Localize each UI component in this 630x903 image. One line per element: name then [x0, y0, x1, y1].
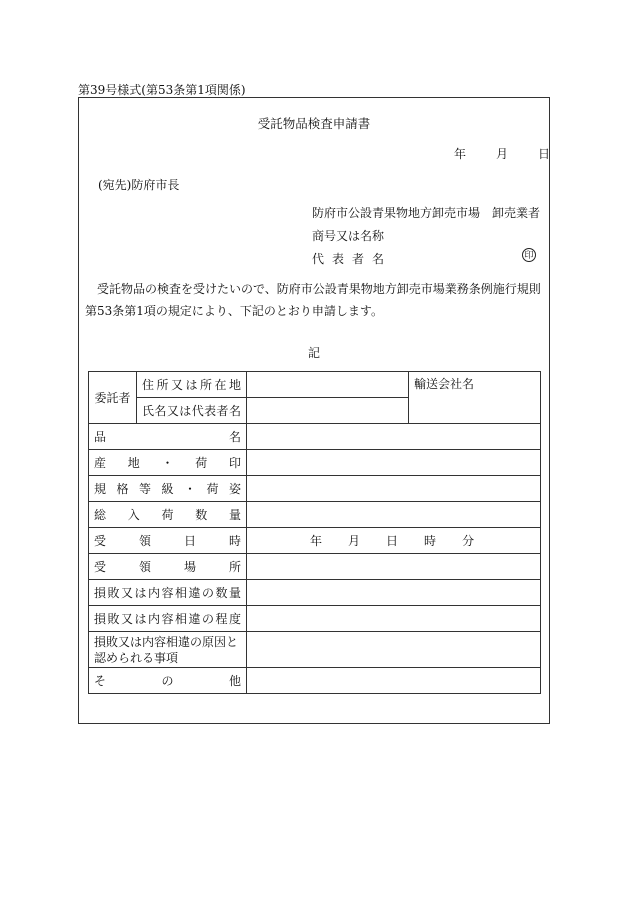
origin-field[interactable]	[247, 450, 541, 476]
table-row	[89, 554, 541, 580]
origin-label: 産地・荷印	[89, 450, 247, 476]
other-label: その他	[89, 668, 247, 694]
address-label: 住所又は所在地	[137, 372, 247, 398]
consignor-name-field[interactable]	[247, 398, 409, 424]
consignor-name-label: 氏名又は代表者名	[137, 398, 247, 424]
detail-table	[88, 371, 541, 694]
received-place-field[interactable]	[247, 554, 541, 580]
time-minute-label: 分	[462, 534, 475, 548]
table-row	[89, 476, 541, 502]
table-row	[89, 606, 541, 632]
table-row	[89, 502, 541, 528]
quantity-label: 総入荷数量	[89, 502, 247, 528]
grade-field[interactable]	[247, 476, 541, 502]
table-row	[89, 632, 541, 668]
item-field[interactable]	[247, 424, 541, 450]
carrier-field[interactable]	[409, 372, 541, 424]
table-row	[89, 668, 541, 694]
quantity-field[interactable]	[247, 502, 541, 528]
damage-cause-field[interactable]	[247, 632, 541, 668]
ki-heading: 記	[307, 346, 320, 360]
time-month-label: 月	[348, 534, 361, 548]
form-frame	[78, 97, 550, 724]
damage-quantity-label: 損敗又は内容相違の数量	[89, 580, 247, 606]
grade-label: 規格等級・荷姿	[89, 476, 247, 502]
carrier-label: 輸送会社名	[414, 377, 475, 391]
received-time-field[interactable]	[247, 528, 541, 554]
received-time-label: 受領日時	[89, 528, 247, 554]
applicant-representative-label: 代表者名	[312, 252, 393, 266]
damage-cause-label: 損敗又は内容相違の原因と認められる事項	[89, 632, 247, 668]
other-field[interactable]	[247, 668, 541, 694]
time-year-label: 年	[310, 534, 323, 548]
received-place-label: 受領場所	[89, 554, 247, 580]
consignor-label: 委託者	[89, 372, 137, 424]
document-title: 受託物品検査申請書	[257, 116, 371, 131]
damage-degree-label: 損敗又は内容相違の程度	[89, 606, 247, 632]
address-field[interactable]	[247, 372, 409, 398]
damage-quantity-field[interactable]	[247, 580, 541, 606]
date-month-label: 月	[496, 147, 509, 161]
applicant-organization: 防府市公設青果物地方卸売市場 卸売業者	[312, 206, 541, 220]
damage-degree-field[interactable]	[247, 606, 541, 632]
time-day-label: 日	[386, 534, 399, 548]
date-line	[454, 145, 550, 162]
table-row	[89, 424, 541, 450]
table-row	[89, 450, 541, 476]
table-row	[89, 580, 541, 606]
seal-mark: 印	[522, 248, 536, 262]
table-row	[89, 372, 541, 398]
table-row	[89, 528, 541, 554]
date-day-label: 日	[538, 147, 551, 161]
applicant-name-label: 商号又は名称	[312, 229, 385, 243]
form-number-header: 第39号様式(第53条第1項関係)	[78, 83, 246, 97]
addressee: (宛先)防府市長	[98, 178, 180, 192]
date-year-label: 年	[454, 147, 467, 161]
time-hour-label: 時	[424, 534, 437, 548]
item-label: 品名	[89, 424, 247, 450]
application-statement: 受託物品の検査を受けたいので、防府市公設青果物地方卸売市場業務条例施行規則第53条第1項の規定により、下記のとおり申請します。	[85, 282, 541, 318]
